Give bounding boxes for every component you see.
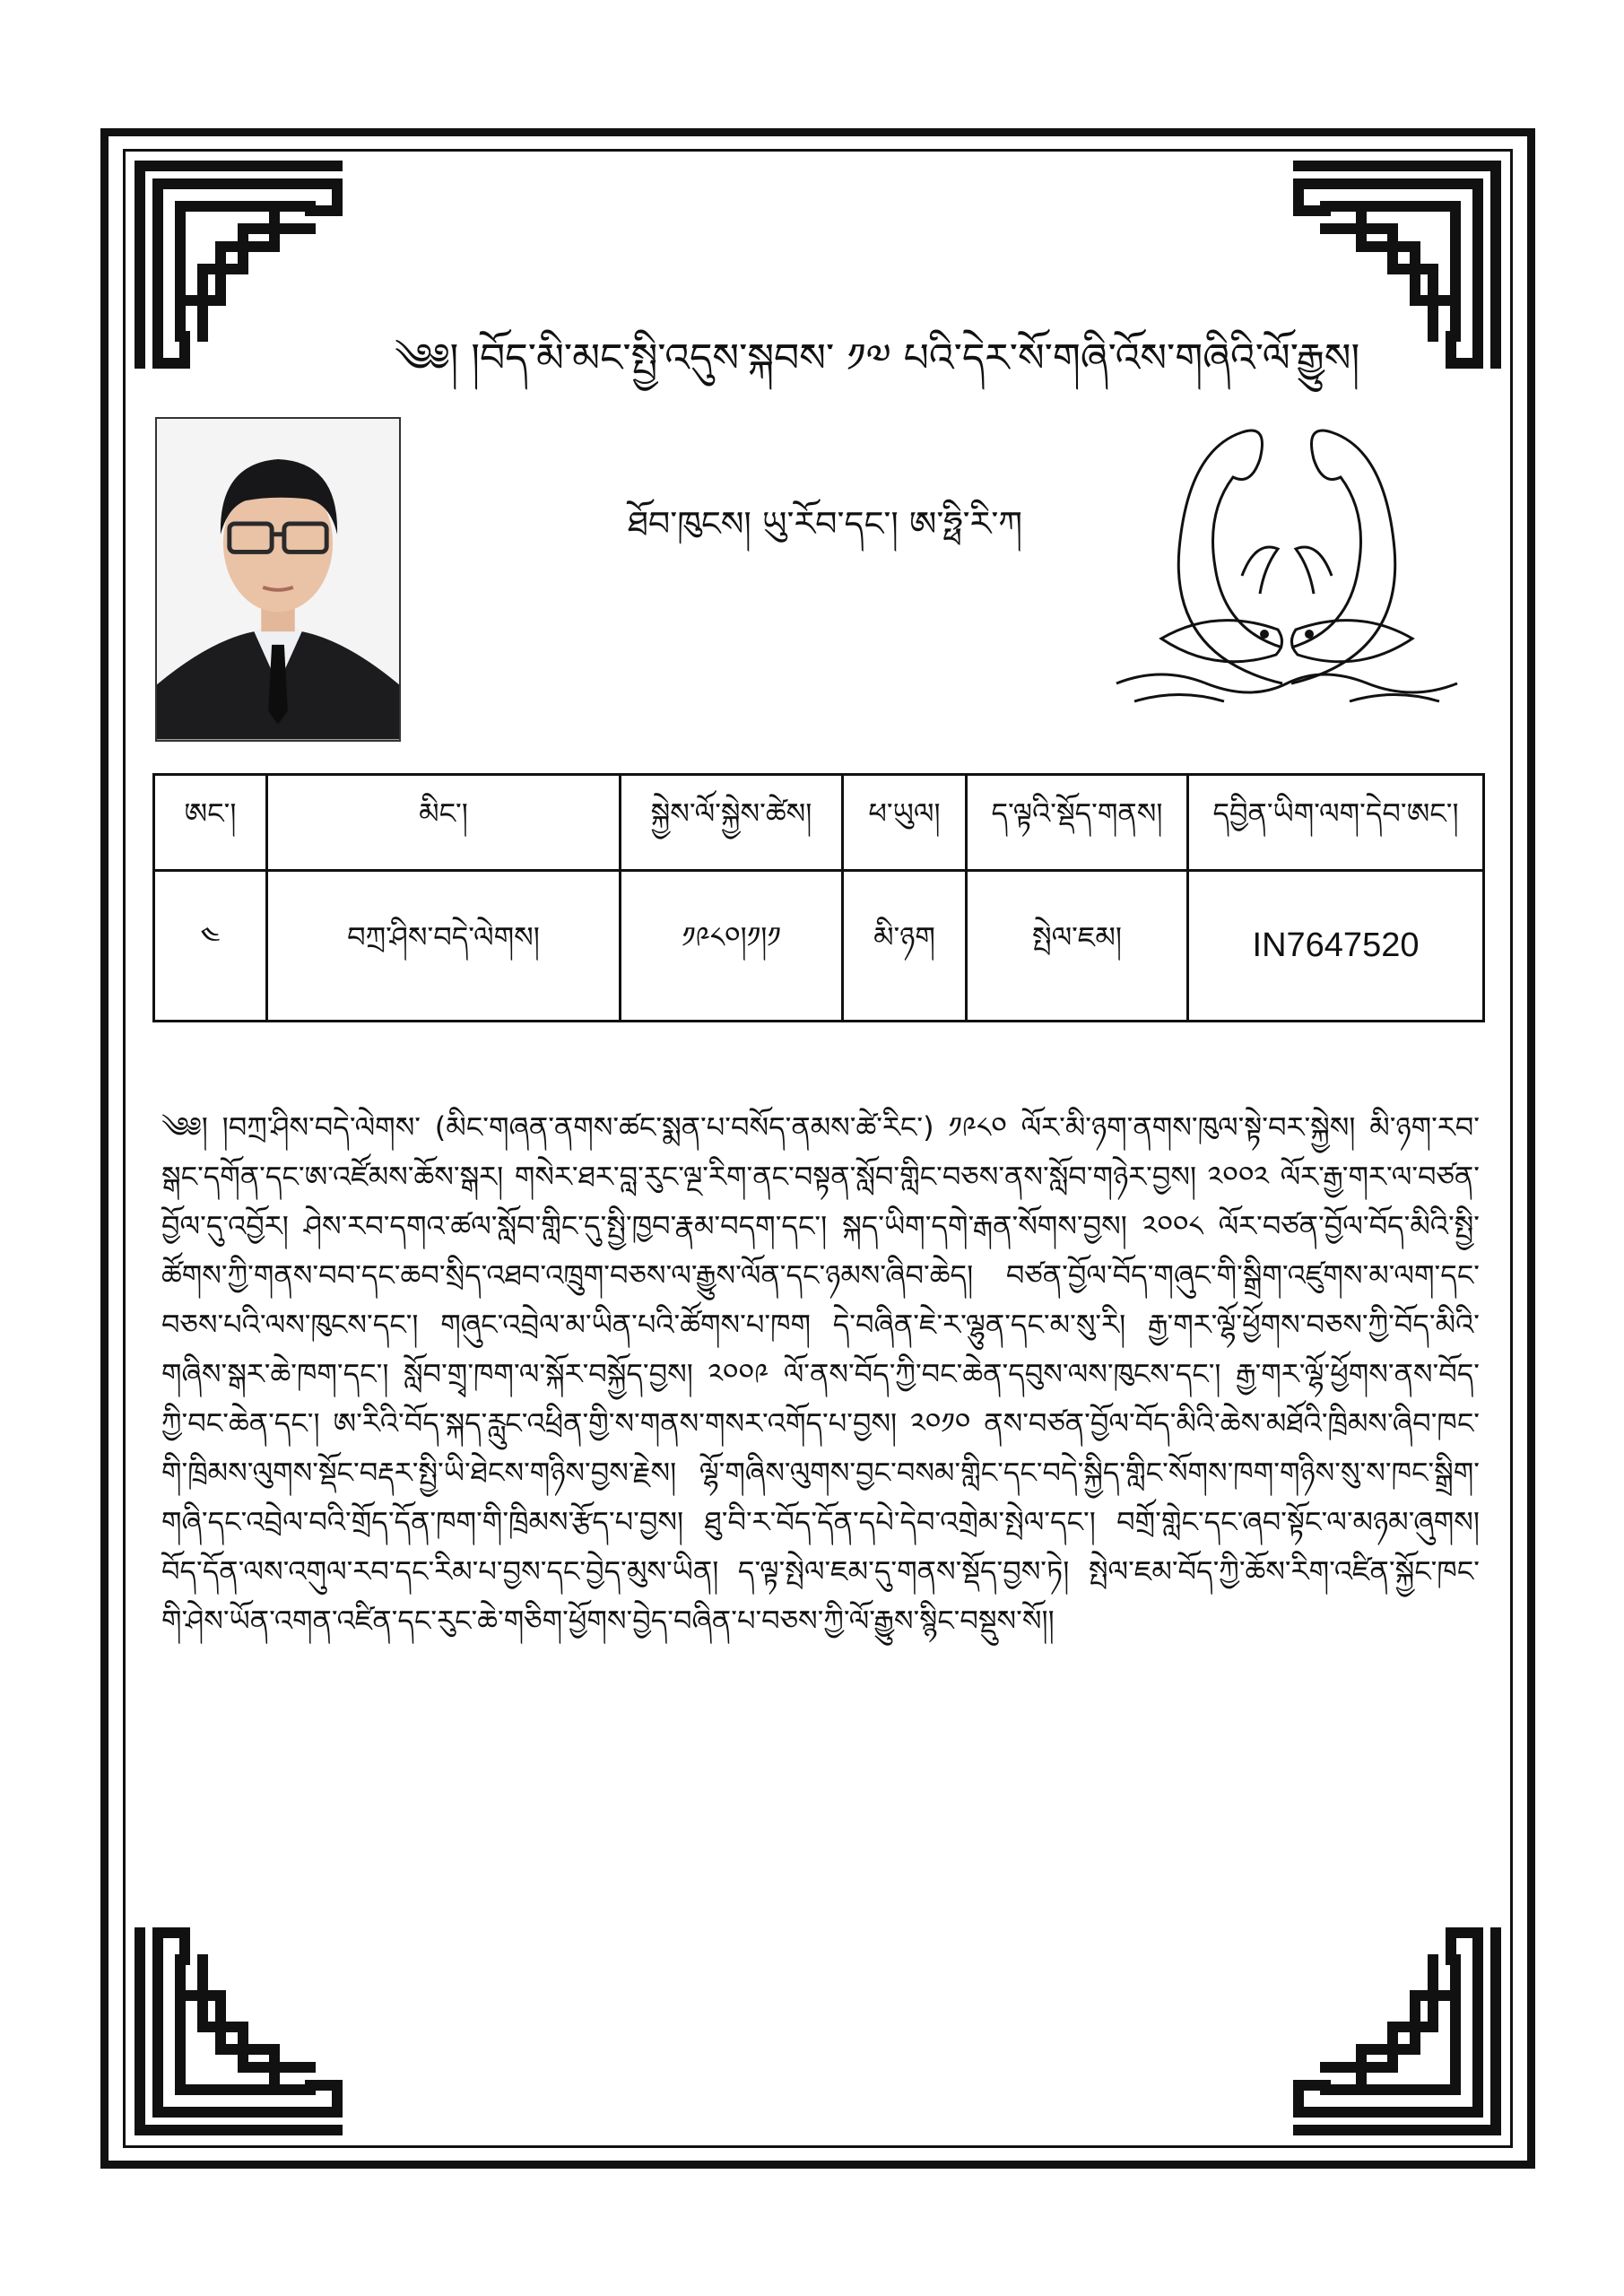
header-number: ཨང་།: [154, 775, 267, 871]
header-current-residence: ད་ལྟའི་སྡོད་གནས།: [967, 775, 1188, 871]
corner-ornament-top-left: [131, 157, 346, 372]
cell-passport-number: IN7647520: [1188, 871, 1484, 1022]
cell-name: བཀྲ་ཤིས་བདེ་ལེགས།: [267, 871, 621, 1022]
header-birth-date: སྐྱེས་ལོ་སྐྱེས་ཚེས།: [621, 775, 843, 871]
document-title: ༄༅། །བོད་མི་མང་སྤྱི་འདུས་སྐབས་ ༡༧ པའི་དེར་སོ་གཞི་འོས་གཞིའི་ལོ་རྒྱུས།: [395, 335, 1360, 381]
cell-current-residence: སྤེལ་ཇམ།: [967, 871, 1188, 1022]
biography-text: ༄༅། །བཀྲ་ཤིས་བདེ་ལེགས་ (མིང་གཞན་ནགས་ཚང་སྨན་པ་བསོད་ནམས་ཚེ་རིང་) ༡༩༨༠ ལོར་མི་ཉག་ནགས་ཁུལ་སྟེ་བར་སྐྱེས། མི་ཉག་རབ་སྒང་དགོན་དང་ཨ་འཛོམས་ཆོས་སྒར། གསེར་ཐར་བླ་རུང་ལྔ་རིག་ནང་བསྟན་སློབ་གླིང་བཅས་ནས་སློབ་གཉེར་བྱས། ༢༠༠༢ ལོར་རྒྱ་གར་ལ་བཙན་བྱོལ་དུ་འབྱོར། ཤེས་རབ་དགའ་ཚལ་སློབ་གླིང་དུ་སྤྱི་ཁྱབ་རྣམ་བདག་དང་། སྐད་ཡིག་དགེ་རྒན་སོགས་བྱས། ༢༠༠༨ ལོར་བཙན་བྱོལ་བོད་མིའི་སྤྱི་ཚོགས་ཀྱི་གནས་བབ་དང་ཆབ་སྲིད་འཐབ་འཁྲུག་བཅས་ལ་རྒྱུས་ལོན་དང་ཉམས་ཞིབ་ཆེད། བཙན་བྱོལ་བོད་གཞུང་གི་སྒྲིག་འཛུགས་མ་ལག་དང་བཅས་པའི་ལས་ཁུངས་དང་། གཞུང་འབྲེལ་མ་ཡིན་པའི་ཚོགས་པ་ཁག དེ་བཞིན་ཇེ་ར་ལྷུན་དང་མ་སུ་རི། རྒྱ་གར་ལྷོ་ཕྱོགས་བཅས་ཀྱི་བོད་མིའི་གཞིས་སྒར་ཆེ་ཁག་དང་། སློབ་གྲྭ་ཁག་ལ་སྐོར་བསྐྱོད་བྱས། ༢༠༠༩ ལོ་ནས་བོད་ཀྱི་བང་ཆེན་དབུས་ལས་ཁུངས་དང་། རྒྱ་གར་ལྷོ་ཕྱོགས་ནས་བོད་ཀྱི་བང་ཆེན་དང་། ཨ་རིའི་བོད་སྐད་རླུང་འཕྲིན་གྱི་ས་གནས་གསར་འགོད་པ་བྱས། ༢༠༡༠ ནས་བཙན་བྱོལ་བོད་མིའི་ཆེས་མཐོའི་ཁྲིམས་ཞིབ་ཁང་གི་ཁྲིམས་ལུགས་སྡོང་བརྡར་སྤྱི་ཡི་ཐེངས་གཉིས་བྱས་རྗེས། ལྷོ་གཞིས་ལུགས་བྱང་བསམ་གླིང་དང་བདེ་སྐྱིད་གླིང་སོགས་ཁག་གཉིས་སུ་ས་ཁང་སྒྲིག་གཞི་དང་འབྲེལ་བའི་གྲོད་དོན་ཁག་གི་ཁྲིམས་རྩོད་པ་བྱས། ཐུ་བི་ར་བོད་དོན་དཔེ་དེབ་འགྲེམ་སྤེལ་དང་། བགྲོ་གླེང་དང་ཞབ་སྟོང་ལ་མཉམ་ཞུགས། བོད་དོན་ལས་འགུལ་རབ་དང་རིམ་པ་བྱས་དང་བྱེད་མུས་ཡིན། ད་ལྟ་སྤེལ་ཇམ་དུ་གནས་སྡོད་བྱས་ཏེ། སྤེལ་ཇམ་བོད་ཀྱི་ཆོས་རིག་འཛིན་སྐྱོང་ཁང་གི་ཤེས་ཡོན་འགན་འཛིན་དང་རུང་ཆེ་གཅིག་ཕྱོགས་བྱེད་བཞིན་པ་བཅས་ཀྱི་ལོ་རྒྱུས་སྙིང་བསྡུས་སོ།།: [161, 1110, 1480, 1638]
golden-fish-emblem: [1107, 414, 1466, 724]
cell-number: ༤: [154, 871, 267, 1022]
candidate-info-table: [152, 773, 1485, 1022]
cell-birth-date: ༡༩༨༠།༡།༡: [621, 871, 843, 1022]
constituency-label: ཐོབ་ཁུངས། ཡུ་རོབ་དང་། ཨ་ཧྥི་རི་ཀ: [627, 504, 1023, 544]
candidate-photo: [155, 417, 401, 742]
cell-hometown: མི་ཉག: [843, 871, 967, 1022]
header-hometown: ཕ་ཡུལ།: [843, 775, 967, 871]
header-name: མིང་།: [267, 775, 621, 871]
header-passport-number: དབྱིན་ཡིག་ལག་དེབ་ཨང་།: [1188, 775, 1484, 871]
corner-ornament-bottom-left: [131, 1924, 346, 2139]
corner-ornament-bottom-right: [1290, 1924, 1505, 2139]
table-row: [154, 871, 1484, 1022]
table-header-row: [154, 775, 1484, 871]
